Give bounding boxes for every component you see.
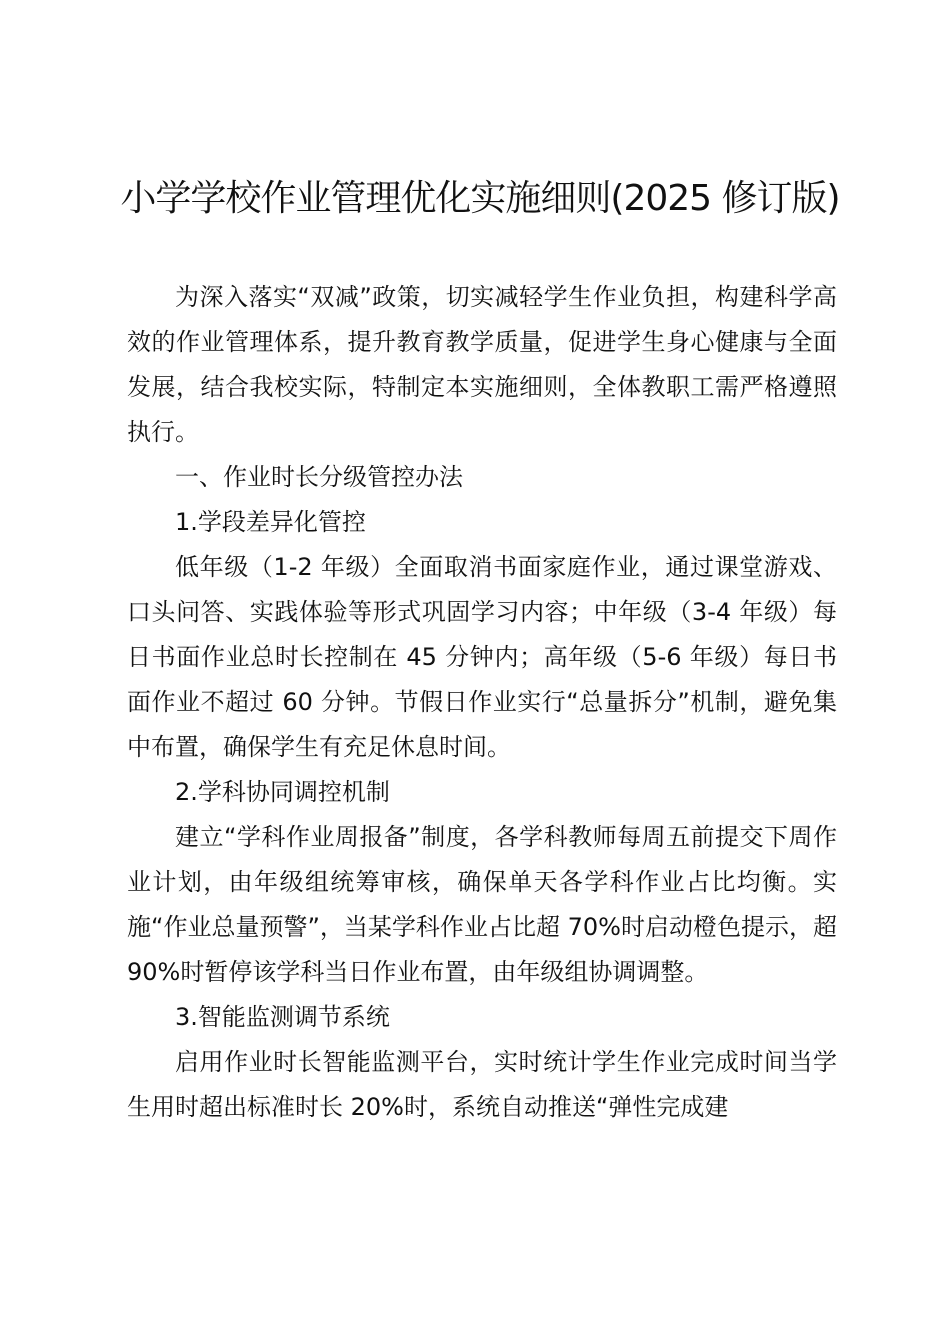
- body-paragraph-3: 启用作业时长智能监测平台，实时统计学生作业完成时间当学生用时超出标准时长 20%时，系统自动推送“弹性完成建: [127, 1048, 837, 1121]
- subsection-heading-2: 2.学科协同调控机制: [175, 778, 390, 806]
- section-heading-1: 一、作业时长分级管控办法: [175, 463, 463, 491]
- subsection-heading-1: 1.学段差异化管控: [175, 508, 366, 536]
- document-body: [127, 275, 837, 1130]
- intro-paragraph: 为深入落实“双减”政策，切实减轻学生作业负担，构建科学高效的作业管理体系，提升教育教学质量，促进学生身心健康与全面发展，结合我校实际，特制定本实施细则，全体教职工需严格遵照执行。: [127, 283, 837, 446]
- body-paragraph-2: 建立“学科作业周报备”制度，各学科教师每周五前提交下周作业计划，由年级组统筹审核，确保单天各学科作业占比均衡。实施“作业总量预警”，当某学科作业占比超 70%时启动橙色提示，超 90%时暂停该学科当日作业布置，由年级组协调调整。: [127, 823, 837, 986]
- document-title: 小学学校作业管理优化实施细则(2025 修订版): [120, 178, 840, 219]
- body-paragraph-1: 低年级（1-2 年级）全面取消书面家庭作业，通过课堂游戏、口头问答、实践体验等形式巩固学习内容；中年级（3-4 年级）每日书面作业总时长控制在 45 分钟内；高年级（5-6 年级）每日书面作业不超过 60 分钟。节假日作业实行“总量拆分”机制，避免集中布置，确保学生有充足休息时间。: [127, 553, 837, 761]
- subsection-heading-3: 3.智能监测调节系统: [175, 1003, 390, 1031]
